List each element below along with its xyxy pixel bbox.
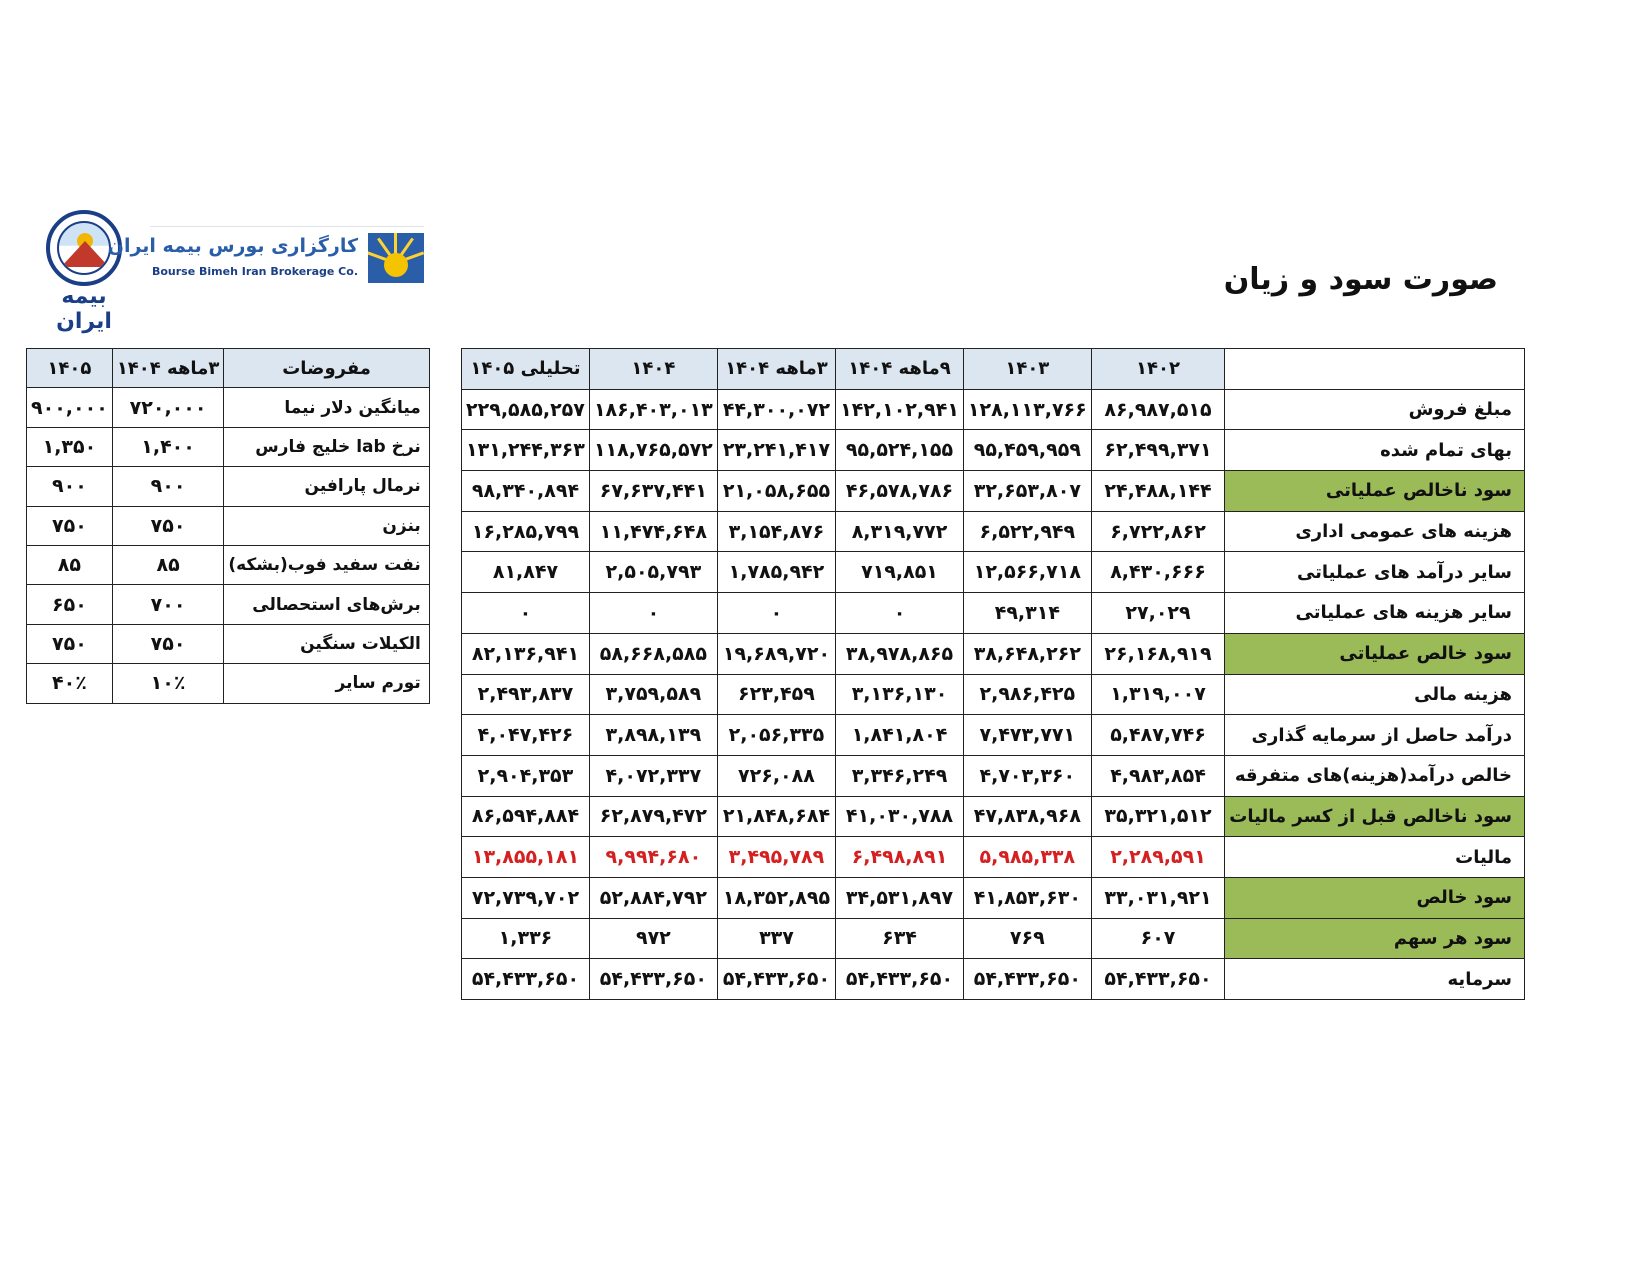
table-row [462, 633, 1525, 674]
table-cell: ۷۵۰ [112, 624, 224, 663]
table-cell: ۳۵,۳۲۱,۵۱۲ [1091, 796, 1225, 837]
table-row [462, 837, 1525, 878]
table-header-row [462, 349, 1525, 390]
table-row [27, 585, 430, 624]
table-row [462, 430, 1525, 471]
table-cell: ۲۱,۸۴۸,۶۸۴ [717, 796, 835, 837]
row-label: سود خالص عملیاتی [1225, 633, 1525, 674]
table-cell: ۵۴,۴۳۳,۶۵۰ [836, 959, 964, 1000]
row-label: مبلغ فروش [1225, 389, 1525, 430]
table-cell: ۱,۷۸۵,۹۴۲ [717, 552, 835, 593]
table-row [462, 593, 1525, 634]
table-cell: ۸۱,۸۴۷ [462, 552, 590, 593]
table-cell: ۰ [589, 593, 717, 634]
table-cell: ۳۳,۰۳۱,۹۲۱ [1091, 877, 1225, 918]
column-header: ۳ماهه ۱۴۰۴ [112, 349, 224, 388]
column-header: ۱۴۰۴ [589, 349, 717, 390]
table-cell: ۳,۷۵۹,۵۸۹ [589, 674, 717, 715]
table-cell: ۱,۳۱۹,۰۰۷ [1091, 674, 1225, 715]
table-cell: ۵۴,۴۳۳,۶۵۰ [1091, 959, 1225, 1000]
table-row [462, 918, 1525, 959]
row-label: نفت سفید فوب(بشکه) [224, 545, 429, 584]
table-row [27, 388, 430, 427]
column-header: ۱۴۰۲ [1091, 349, 1225, 390]
table-cell: ۸۵ [27, 545, 113, 584]
table-cell: ۴۹,۳۱۴ [963, 593, 1091, 634]
row-label: سرمایه [1225, 959, 1525, 1000]
table-row [462, 877, 1525, 918]
table-cell: ۲,۴۹۳,۸۳۷ [462, 674, 590, 715]
table-cell: ۶,۷۲۲,۸۶۲ [1091, 511, 1225, 552]
table-cell: ۲۴,۴۸۸,۱۴۴ [1091, 471, 1225, 512]
table-cell: ۴۱,۰۳۰,۷۸۸ [836, 796, 964, 837]
table-cell: ۹۰۰ [112, 467, 224, 506]
table-row [462, 389, 1525, 430]
table-cell: ۳۸,۹۷۸,۸۶۵ [836, 633, 964, 674]
income-statement-table [461, 348, 1525, 1000]
row-label: نرمال پارافین [224, 467, 429, 506]
table-row [27, 664, 430, 703]
table-cell: ۴,۷۰۳,۳۶۰ [963, 755, 1091, 796]
table-cell: ۵۲,۸۸۴,۷۹۲ [589, 877, 717, 918]
table-cell: ۸۶,۹۸۷,۵۱۵ [1091, 389, 1225, 430]
table-cell: ۱۱۸,۷۶۵,۵۷۲ [589, 430, 717, 471]
table-cell: ۰ [836, 593, 964, 634]
table-cell: ۵۴,۴۳۳,۶۵۰ [589, 959, 717, 1000]
table-cell: ۵۸,۶۶۸,۵۸۵ [589, 633, 717, 674]
column-header: ۱۴۰۵ [27, 349, 113, 388]
table-row [462, 674, 1525, 715]
table-row [27, 545, 430, 584]
table-cell: ۱۱,۴۷۴,۶۴۸ [589, 511, 717, 552]
table-cell: ۵,۹۸۵,۳۳۸ [963, 837, 1091, 878]
table-cell: ۲۱,۰۵۸,۶۵۵ [717, 471, 835, 512]
table-cell: ۱۲۸,۱۱۳,۷۶۶ [963, 389, 1091, 430]
table-cell: ۲۲۹,۵۸۵,۲۵۷ [462, 389, 590, 430]
table-cell: ۸۶,۵۹۴,۸۸۴ [462, 796, 590, 837]
table-cell: ۴۰٪ [27, 664, 113, 703]
table-row [462, 552, 1525, 593]
table-row [27, 467, 430, 506]
row-label: سود هر سهم [1225, 918, 1525, 959]
table-cell: ۱۶,۲۸۵,۷۹۹ [462, 511, 590, 552]
table-header-row [27, 349, 430, 388]
table-row [462, 959, 1525, 1000]
broker-sun-icon [368, 233, 424, 283]
row-label: بهای تمام شده [1225, 430, 1525, 471]
table-cell: ۱,۸۴۱,۸۰۴ [836, 715, 964, 756]
table-cell: ۷۲۶,۰۸۸ [717, 755, 835, 796]
table-row [462, 511, 1525, 552]
row-label: تورم سایر [224, 664, 429, 703]
table-cell: ۱۳۱,۲۴۴,۳۶۳ [462, 430, 590, 471]
table-row [462, 755, 1525, 796]
table-cell: ۹۰۰,۰۰۰ [27, 388, 113, 427]
table-cell: ۷۲,۷۳۹,۷۰۲ [462, 877, 590, 918]
table-cell: ۴۷,۸۳۸,۹۶۸ [963, 796, 1091, 837]
table-row [462, 715, 1525, 756]
table-cell: ۷۲۰,۰۰۰ [112, 388, 224, 427]
table-cell: ۳,۳۴۶,۲۴۹ [836, 755, 964, 796]
table-cell: ۷۰۰ [112, 585, 224, 624]
table-cell: ۷۵۰ [112, 506, 224, 545]
table-cell: ۶۲,۸۷۹,۴۷۲ [589, 796, 717, 837]
table-cell: ۸۵ [112, 545, 224, 584]
row-label: خالص درآمد(هزینه)های متفرقه [1225, 755, 1525, 796]
table-cell: ۱۰٪ [112, 664, 224, 703]
table-cell: ۹۸,۳۴۰,۸۹۴ [462, 471, 590, 512]
column-header: ۳ماهه ۱۴۰۴ [717, 349, 835, 390]
table-row [27, 506, 430, 545]
row-label: برش‌های استحصالی [224, 585, 429, 624]
table-cell: ۶۳۴ [836, 918, 964, 959]
table-cell: ۳,۱۵۴,۸۷۶ [717, 511, 835, 552]
row-label: مالیات [1225, 837, 1525, 878]
table-cell: ۶۰۷ [1091, 918, 1225, 959]
table-cell: ۴,۰۷۲,۳۳۷ [589, 755, 717, 796]
table-cell: ۲,۹۸۶,۴۲۵ [963, 674, 1091, 715]
table-cell: ۴۴,۳۰۰,۰۷۲ [717, 389, 835, 430]
table-cell: ۱,۳۵۰ [27, 427, 113, 466]
table-cell: ۳۲,۶۵۳,۸۰۷ [963, 471, 1091, 512]
table-cell: ۷۱۹,۸۵۱ [836, 552, 964, 593]
table-cell: ۵۴,۴۳۳,۶۵۰ [717, 959, 835, 1000]
table-cell: ۱,۳۳۶ [462, 918, 590, 959]
table-cell: ۶۷,۶۳۷,۴۴۱ [589, 471, 717, 512]
row-label: الکیلات سنگین [224, 624, 429, 663]
row-label: درآمد حاصل از سرمایه گذاری [1225, 715, 1525, 756]
table-cell: ۱۹,۶۸۹,۷۲۰ [717, 633, 835, 674]
table-cell: ۰ [717, 593, 835, 634]
table-cell: ۶۲۳,۴۵۹ [717, 674, 835, 715]
table-cell: ۷۵۰ [27, 624, 113, 663]
column-header: تحلیلی ۱۴۰۵ [462, 349, 590, 390]
row-label: میانگین دلار نیما [224, 388, 429, 427]
table-cell: ۳۴,۵۳۱,۸۹۷ [836, 877, 964, 918]
table-cell: ۲۷,۰۲۹ [1091, 593, 1225, 634]
table-cell: ۴,۹۸۳,۸۵۴ [1091, 755, 1225, 796]
table-cell: ۱۴۲,۱۰۲,۹۴۱ [836, 389, 964, 430]
table-cell: ۱,۴۰۰ [112, 427, 224, 466]
table-cell: ۹۰۰ [27, 467, 113, 506]
row-label: سود خالص [1225, 877, 1525, 918]
table-cell: ۹۵,۴۵۹,۹۵۹ [963, 430, 1091, 471]
table-cell: ۸۲,۱۳۶,۹۴۱ [462, 633, 590, 674]
table-cell: ۱۸۶,۴۰۳,۰۱۳ [589, 389, 717, 430]
table-cell: ۸,۳۱۹,۷۷۲ [836, 511, 964, 552]
table-cell: ۶,۵۲۲,۹۴۹ [963, 511, 1091, 552]
row-label: سایر هزینه های عملیاتی [1225, 593, 1525, 634]
table-cell: ۱۳,۸۵۵,۱۸۱ [462, 837, 590, 878]
assumptions-table [26, 348, 430, 704]
column-header: ۹ماهه ۱۴۰۴ [836, 349, 964, 390]
table-cell: ۲,۰۵۶,۳۳۵ [717, 715, 835, 756]
table-cell: ۵۴,۴۳۳,۶۵۰ [462, 959, 590, 1000]
broker-logo [107, 226, 424, 291]
table-cell: ۳,۸۹۸,۱۳۹ [589, 715, 717, 756]
table-cell: ۲,۹۰۴,۳۵۳ [462, 755, 590, 796]
table-cell: ۴۱,۸۵۳,۶۳۰ [963, 877, 1091, 918]
table-cell: ۷۵۰ [27, 506, 113, 545]
row-label: سود ناخالص قبل از کسر مالیات [1225, 796, 1525, 837]
table-row [27, 624, 430, 663]
row-label: بنزن [224, 506, 429, 545]
table-cell: ۹۵,۵۲۴,۱۵۵ [836, 430, 964, 471]
table-cell: ۹,۹۹۴,۶۸۰ [589, 837, 717, 878]
table-cell: ۳,۱۳۶,۱۳۰ [836, 674, 964, 715]
table-row [462, 471, 1525, 512]
broker-name-fa: کارگزاری بورس بیمه ایران [107, 235, 358, 257]
table-cell: ۲,۵۰۵,۷۹۳ [589, 552, 717, 593]
table-cell: ۸,۴۳۰,۶۶۶ [1091, 552, 1225, 593]
page-title: صورت سود و زیان [1223, 262, 1498, 297]
table-cell: ۶,۴۹۸,۸۹۱ [836, 837, 964, 878]
table-cell: ۷,۴۷۳,۷۷۱ [963, 715, 1091, 756]
table-cell: ۳۳۷ [717, 918, 835, 959]
row-label: هزینه مالی [1225, 674, 1525, 715]
table-row [462, 796, 1525, 837]
table-cell: ۶۵۰ [27, 585, 113, 624]
table-cell: ۱۲,۵۶۶,۷۱۸ [963, 552, 1091, 593]
row-label: سود ناخالص عملیاتی [1225, 471, 1525, 512]
logos [40, 210, 460, 334]
table-cell: ۶۲,۴۹۹,۳۷۱ [1091, 430, 1225, 471]
column-header: مفروضات [224, 349, 429, 388]
table-cell: ۹۷۲ [589, 918, 717, 959]
table-cell: ۲۳,۲۴۱,۴۱۷ [717, 430, 835, 471]
column-header: ۱۴۰۳ [963, 349, 1091, 390]
table-row [27, 427, 430, 466]
table-cell: ۳۸,۶۴۸,۲۶۲ [963, 633, 1091, 674]
table-cell: ۷۶۹ [963, 918, 1091, 959]
table-cell: ۵۴,۴۳۳,۶۵۰ [963, 959, 1091, 1000]
table-cell: ۱۸,۳۵۲,۸۹۵ [717, 877, 835, 918]
table-cell: ۴۶,۵۷۸,۷۸۶ [836, 471, 964, 512]
table-cell: ۲۶,۱۶۸,۹۱۹ [1091, 633, 1225, 674]
table-cell: ۰ [462, 593, 590, 634]
table-cell: ۴,۰۴۷,۴۲۶ [462, 715, 590, 756]
insurer-name: بیمه ایران [56, 284, 112, 334]
header-corner [1225, 349, 1525, 390]
row-label: هزینه های عمومی اداری [1225, 511, 1525, 552]
broker-name-en: Bourse Bimeh Iran Brokerage Co. [151, 265, 358, 278]
table-cell: ۵,۴۸۷,۷۴۶ [1091, 715, 1225, 756]
row-label: نرخ lab خلیج فارس [224, 427, 429, 466]
row-label: سایر درآمد های عملیاتی [1225, 552, 1525, 593]
table-cell: ۲,۲۸۹,۵۹۱ [1091, 837, 1225, 878]
table-cell: ۳,۴۹۵,۷۸۹ [717, 837, 835, 878]
